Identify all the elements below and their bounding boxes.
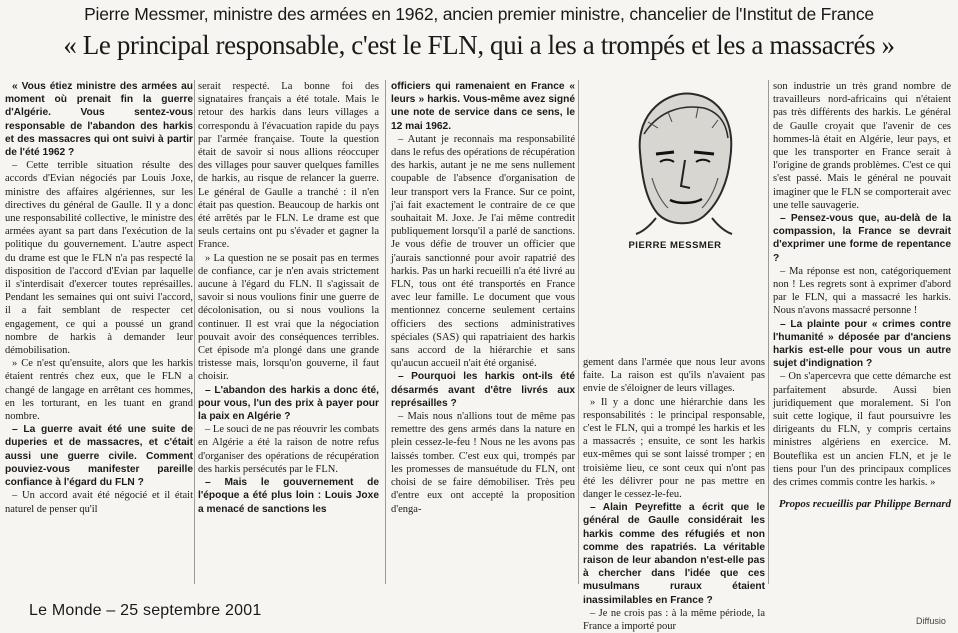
column-rule [578, 80, 579, 584]
column-rule [194, 80, 195, 584]
answer-paragraph: gement dans l'armée que nous leur avons faite. La raison est qu'ils n'avaient pas envie de s'éloigner de leurs villages. [583, 357, 765, 395]
question-paragraph: « Vous étiez ministre des armées au moment où prenait fin la guerre d'Algérie. Vous sentez-vous responsable de l'abandon des harkis et des massacres qui ont suivi à partir de l'été 1962 ? [5, 81, 193, 159]
answer-paragraph: – Un accord avait été négocié et il était naturel de penser qu'il [5, 490, 193, 515]
question-paragraph: – Pensez-vous que, au-delà de la compassion, la France se devrait d'exprimer une forme de repentance ? [773, 213, 951, 264]
photo-caption: PIERRE MESSMER [628, 240, 722, 251]
footer-cutoff-text: Diffusio [916, 616, 946, 626]
article-column-3 [391, 80, 575, 584]
answer-paragraph: – Ma réponse est non, catégoriquement non ! Les regrets sont à exprimer d'abord par le FLN, qui a massacré les harkis. Nous n'avons massacré personne ! [773, 265, 951, 317]
answer-paragraph: – Je ne crois pas : à la même période, la France a importé pour [583, 607, 765, 633]
answer-paragraph: – On s'apercevra que cette démarche est parfaitement absurde. Aussi bien juridiquement que moralement. Si l'on suit cette logique, il faut poursuivre les dirigeants du FLN, y compris certains ministres algériens en exercice. M. Bouteflika est un ancien FLN, et je le tiens pour l'un des principaux complices des crimes commis contre les harkis. » [773, 371, 951, 489]
answer-paragraph: serait respecté. La bonne foi des signataires français a été totale. Mais le retour des harkis dans leurs villages a correspondu à l'évacuation rapide du pays par l'armée française. Toute la question était de savoir si nous allions réoccuper des villages pour sauver quelques familles de harkis, au risque de relancer la guerre. Le général de Gaulle a tranché : il n'en était pas question. Beaucoup de harkis ont été arrêtés par le FLN. Le drame est que seuls certains ont pu s'évader et gagner la France. [198, 81, 379, 251]
article-column-5 [773, 80, 951, 584]
question-paragraph: – Pourquoi les harkis ont-ils été désarmés avant d'être livrés aux représailles ? [391, 371, 575, 409]
answer-paragraph: – Cette terrible situation résulte des accords d'Evian négociés par Louis Joxe, ministre des affaires algériennes, sur les directives du général de Gaulle. Il y a donc une responsabilité collective, le ministre des armées ayant sa part dans l'exécution de la politique du gouvernement. L'autre aspect du drame est que le FLN n'a pas respecté la disposition de l'accord d'Evian par laquelle il s'interdisait d'exercer toutes représailles. Pendant les semaines qui ont suivi l'accord, il a fait semblant de respecter cet engagement, ce qui a poussé un grand nombre de harkis à demander leur démobilisation. [5, 160, 193, 357]
portrait-image [608, 82, 758, 234]
question-paragraph: – La guerre avait été une suite de duperies et de massacres, et c'était aussi une guerre civile. Comment pouviez-vous manifester pareille confiance à l'égard du FLN ? [5, 424, 193, 489]
question-paragraph: – Mais le gouvernement de l'époque a été plus loin : Louis Joxe a menacé de sanctions les [198, 477, 379, 515]
question-paragraph: – Alain Peyrefitte a écrit que le général de Gaulle considérait les harkis comme des réfugiés et non comme des rapatriés. La véritable raison de leur abandon n'est-elle pas à chercher dans l'idée que ces musulmans ruraux étaient inassimilables en France ? [583, 502, 765, 606]
interview-credit: Propos recueillis par Philippe Bernard [778, 498, 951, 511]
answer-paragraph: son industrie un très grand nombre de travailleurs nord-africains qui n'étaient pas très différents des harkis. Le général de Gaulle croyait que l'avenir de ces hommes-là était en Algérie, leur pays, et que les transporter en France serait à l'origine de grands problèmes. C'est ce qui s'est passé. Mais le général ne pouvait imaginer que le FLN se comporterait avec une telle sauvagerie. [773, 81, 951, 211]
article-column-4 [583, 356, 765, 633]
column-rule [768, 80, 769, 584]
article-column-1 [5, 80, 193, 584]
answer-paragraph: » Ce n'est qu'ensuite, alors que les harkis étaient rentrés chez eux, que le FLN a changé de langage en arrêtant ces hommes, en les torturant, en les tuant en grand nombre. [5, 358, 193, 423]
kicker: Pierre Messmer, ministre des armées en 1962, ancien premier ministre, chancelier de l'Institut de France [84, 4, 874, 24]
answer-paragraph: – Mais nous n'allions tout de même pas remettre des gens armés dans la nature en plein cessez-le-feu ! Nous ne les avons pas laissés tomber. C'est eux qui, trompés par les promesses de mansuétude du FLN, ont choisi de se faire démobiliser. Très peu d'entre eux ont accepté la proposition d'enga- [391, 411, 575, 515]
answer-paragraph: – Le souci de ne pas réouvrir les combats en Algérie a été la raison de notre refus d'organiser des opérations de récupération des harkis persécutés par le FLN. [198, 424, 379, 475]
column-rule [385, 80, 386, 584]
question-paragraph: – L'abandon des harkis a donc été, pour vous, l'un des prix à payer pour la paix en Algérie ? [198, 384, 379, 423]
source-line: Le Monde – 25 septembre 2001 [29, 602, 262, 619]
question-paragraph: – La plainte pour « crimes contre l'humanité » déposée par d'anciens harkis est-elle pour vous un autre sujet d'indignation ? [773, 318, 951, 370]
article-column-2 [198, 80, 379, 584]
answer-paragraph: – Autant je reconnais ma responsabilité dans le refus des opérations de récupération des harkis, autant je ne me sens nullement coupable de l'absence d'organisation de leur transport vers la France. Sur ce point, j'ai fait exactement le contraire de ce que souhaitait M. Joxe. Je l'ai même contredit publiquement lorsqu'il a parlé de sanctions. Je vous défie de trouver un officier que j'aurais sanctionné pour avoir rapatrié des harkis. Pas un harki recueilli n'a été livré au FLN, tous ont été transportés en France avec leur famille. Le document que vous mentionnez concerne seulement certains officiers des sections administratives spéciales (SAS) qui rapatriaient des harkis sans accord de la hiérarchie et sans qu'aucun accueil n'ait été organisé. [391, 133, 575, 370]
question-paragraph: officiers qui ramenaient en France « leurs » harkis. Vous-même avez signé une note de service dans ce sens, le 12 mai 1962. [391, 81, 575, 132]
answer-paragraph: » Il y a donc une hiérarchie dans les responsabilités : le principal responsable, c'est le FLN, qui a trompé les harkis et les a massacrés ; ensuite, ce sont les harkis eux-mêmes qui se sont laissé tromper ; en troisième lieu, ce sont ceux qui n'ont pas été les délivrer pour ne pas mettre en danger le cessez-le-feu. [583, 396, 765, 501]
answer-paragraph: » La question ne se posait pas en termes de confiance, car je n'en avais strictement aucune à l'égard du FLN. Il s'agissait de savoir si nous voulions finir une guerre de décolonisation, ou si nous voulions la continuer. Il est vrai que la négociation pouvait avoir des conséquences terribles. Cet épisode m'a plongé dans une grande tristesse mais, lorsqu'on gouverne, il faut choisir. [198, 252, 379, 383]
headline: « Le principal responsable, c'est le FLN, qui a les a trompés et les a massacrés » [63, 30, 895, 60]
